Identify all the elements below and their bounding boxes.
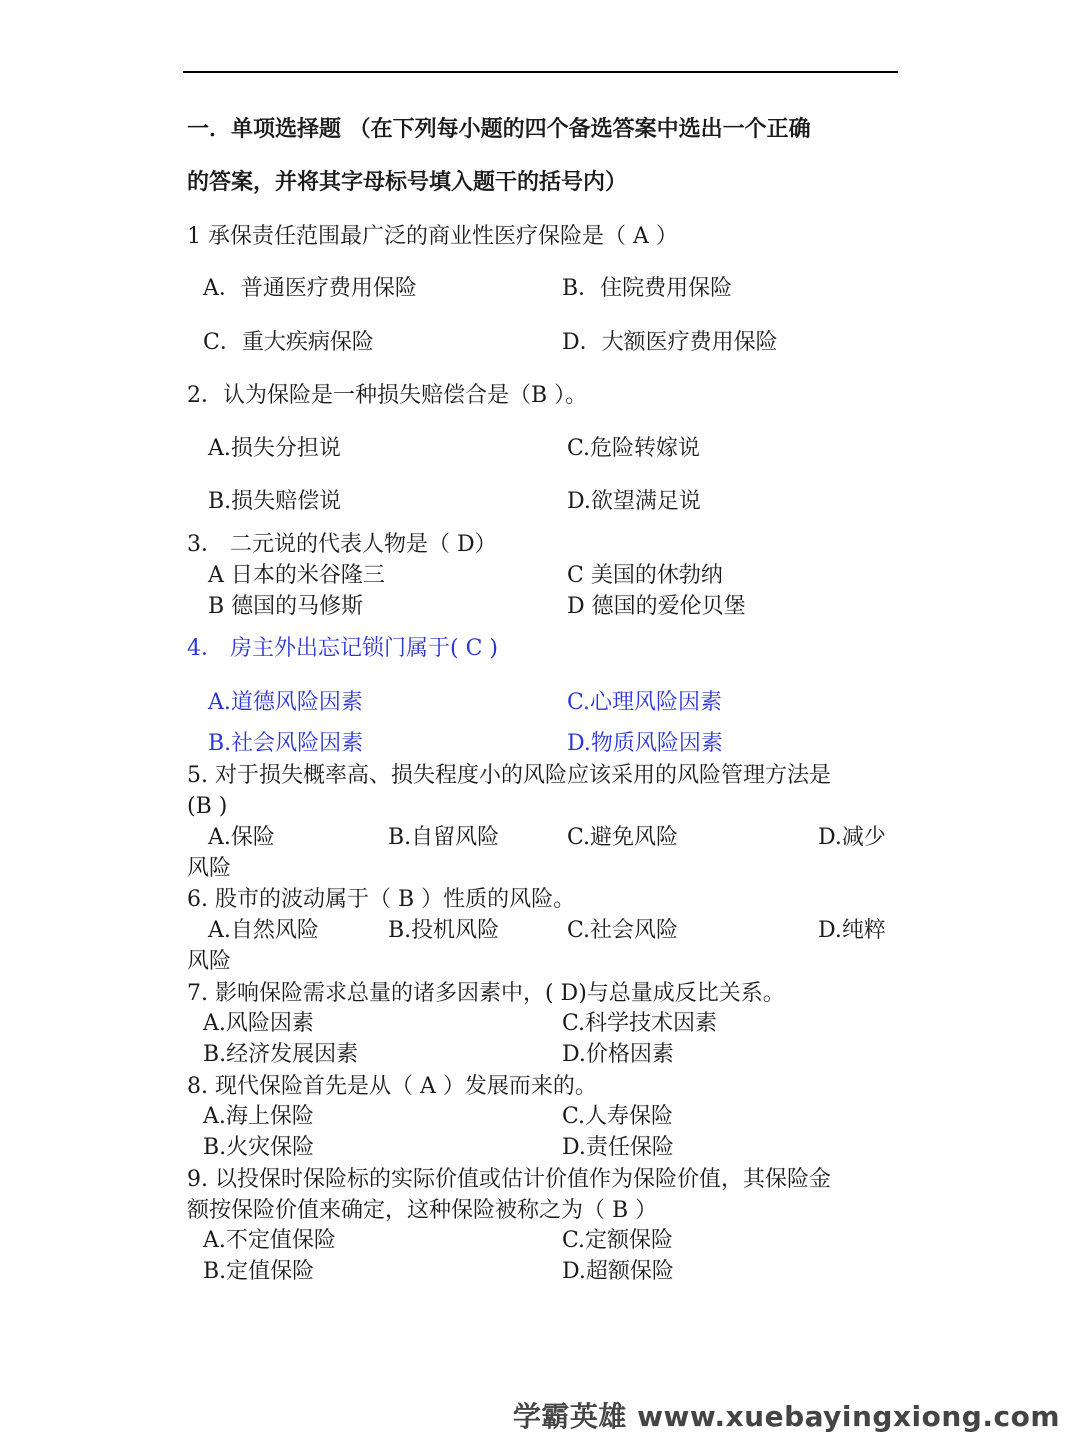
- option: B.投机风险: [388, 918, 500, 943]
- option: C．重大疾病保险: [203, 330, 374, 355]
- option: B.社会风险因素: [208, 731, 364, 756]
- question-stem: 1 承保责任范围最广泛的商业性医疗保险是（ A ）: [187, 224, 678, 249]
- question-stem-cont: (B ): [187, 794, 228, 819]
- option: A.不定值保险: [203, 1228, 336, 1253]
- option: C.科学技术因素: [562, 1011, 718, 1036]
- option: D．大额医疗费用保险: [562, 330, 778, 355]
- option: D.价格因素: [562, 1042, 674, 1067]
- option: D.责任保险: [562, 1135, 674, 1160]
- option: B.自留风险: [388, 825, 500, 850]
- option: A.海上保险: [203, 1104, 314, 1129]
- option: C.危险转嫁说: [567, 436, 701, 461]
- question-stem: 8. 现代保险首先是从（ A ）发展而来的。: [187, 1074, 597, 1099]
- option: D.超额保险: [562, 1259, 674, 1284]
- option: D.欲望满足说: [567, 489, 701, 514]
- question-stem: 6. 股市的波动属于（ B ）性质的风险。: [187, 887, 576, 912]
- question-stem: 7. 影响保险需求总量的诸多因素中，( D)与总量成反比关系。: [187, 981, 785, 1006]
- option: D.物质风险因素: [567, 731, 723, 756]
- option: A.道德风险因素: [208, 690, 363, 715]
- option: C 美国的休勃纳: [567, 563, 723, 588]
- option: D 德国的爱伦贝堡: [567, 594, 746, 619]
- question-stem: 9. 以投保时保险标的实际价值或估计价值作为保险价值，其保险金: [187, 1167, 831, 1192]
- site-watermark: 学霸英雄 www.xuebayingxiong.com: [512, 1400, 1060, 1433]
- option: B.损失赔偿说: [208, 489, 342, 514]
- option-wrap: 风险: [187, 949, 232, 974]
- option: D.减少: [818, 825, 886, 850]
- question-stem-cont: 额按保险价值来确定，这种保险被称之为（ B ）: [187, 1198, 658, 1223]
- option: A．普通医疗费用保险: [203, 276, 417, 301]
- section-heading-cont: 的答案，并将其字母标号填入题干的括号内）: [187, 170, 628, 195]
- option: C.社会风险: [567, 918, 679, 943]
- option-wrap: 风险: [187, 856, 232, 881]
- option: B．住院费用保险: [562, 276, 733, 301]
- header-rule: [183, 71, 898, 73]
- option: A 日本的米谷隆三: [208, 563, 385, 588]
- option: A.风险因素: [203, 1011, 314, 1036]
- option: C.避免风险: [567, 825, 679, 850]
- question-stem: 4． 房主外出忘记锁门属于( C ): [187, 636, 498, 661]
- option: C.定额保险: [562, 1228, 674, 1253]
- question-stem: 3． 二元说的代表人物是（ D）: [187, 532, 497, 557]
- option: B.经济发展因素: [203, 1042, 359, 1067]
- option: A.保险: [208, 825, 275, 850]
- option: A.损失分担说: [208, 436, 341, 461]
- option: C.心理风险因素: [567, 690, 723, 715]
- section-heading: 一．单项选择题 （在下列每小题的四个备选答案中选出一个正确: [187, 117, 811, 142]
- option: B 德国的马修斯: [208, 594, 364, 619]
- option: D.纯粹: [818, 918, 886, 943]
- question-stem: 5. 对于损失概率高、损失程度小的风险应该采用的风险管理方法是: [187, 763, 831, 788]
- option: B.火灾保险: [203, 1135, 315, 1160]
- question-stem: 2．认为保险是一种损失赔偿合是（B ）。: [187, 383, 588, 408]
- option: B.定值保险: [203, 1259, 315, 1284]
- option: A.自然风险: [208, 918, 319, 943]
- option: C.人寿保险: [562, 1104, 674, 1129]
